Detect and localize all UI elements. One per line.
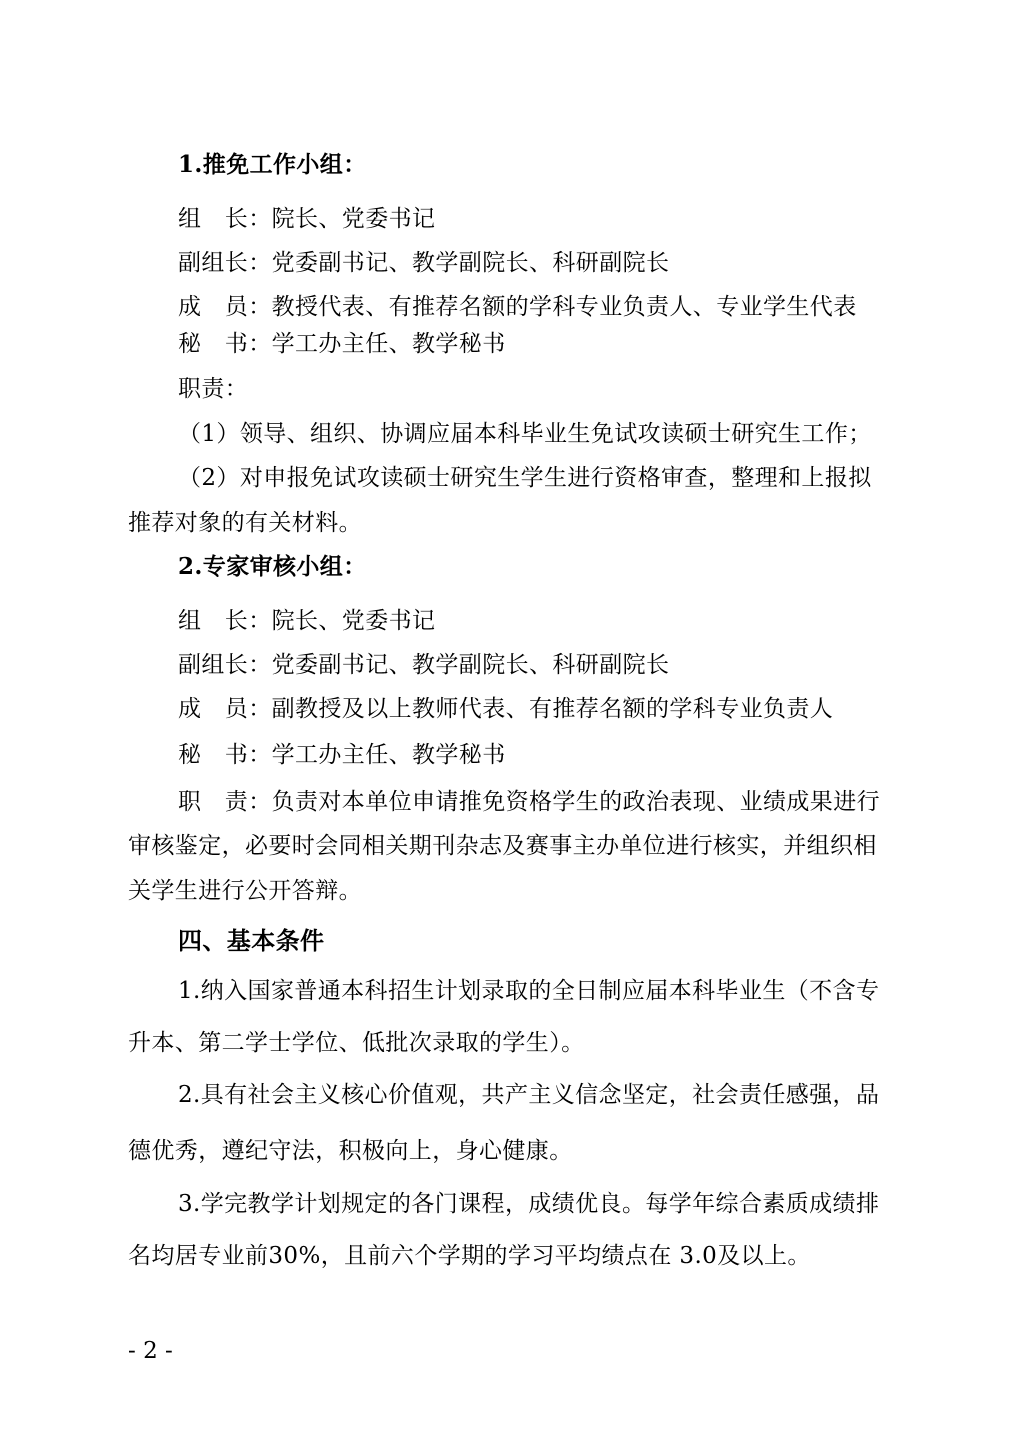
section1-leader: 组 长：院长、党委书记 bbox=[178, 206, 436, 232]
condition-1-line2: 升本、第二学士学位、低批次录取的学生）。 bbox=[128, 1030, 585, 1056]
condition-3-line2: 名均居专业前30%，且前六个学期的学习平均绩点在 3.0及以上。 bbox=[128, 1243, 811, 1269]
section2-secretary: 秘 书：学工办主任、教学秘书 bbox=[178, 742, 506, 768]
section2-duty-line1: 职 责：负责对本单位申请推免资格学生的政治表现、业绩成果进行 bbox=[178, 789, 880, 815]
section1-members: 成 员：教授代表、有推荐名额的学科专业负责人、专业学生代表 bbox=[178, 294, 857, 320]
page-number: - 2 - bbox=[128, 1338, 173, 1364]
condition-3-line1: 3.学完教学计划规定的各门课程，成绩优良。每学年综合素质成绩排 bbox=[178, 1191, 880, 1217]
section2-members: 成 员：副教授及以上教师代表、有推荐名额的学科专业负责人 bbox=[178, 696, 834, 722]
condition-1-line1: 1.纳入国家普通本科招生计划录取的全日制应届本科毕业生（不含专 bbox=[178, 978, 880, 1004]
section1-duty-2-line2: 推荐对象的有关材料。 bbox=[128, 510, 362, 536]
section1-secretary: 秘 书：学工办主任、教学秘书 bbox=[178, 331, 506, 357]
section2-leader: 组 长：院长、党委书记 bbox=[178, 608, 436, 634]
section2-duty-line3: 关学生进行公开答辩。 bbox=[128, 878, 362, 904]
condition-2-line1: 2.具有社会主义核心价值观，共产主义信念坚定，社会责任感强，品 bbox=[178, 1082, 880, 1108]
section2-duty-line2: 审核鉴定，必要时会同相关期刊杂志及赛事主办单位进行核实，并组织相 bbox=[128, 833, 877, 859]
section2-deputy-leader: 副组长：党委副书记、教学副院长、科研副院长 bbox=[178, 652, 670, 678]
section1-duties-label: 职责： bbox=[178, 376, 249, 402]
section1-deputy-leader: 副组长：党委副书记、教学副院长、科研副院长 bbox=[178, 250, 670, 276]
section1-duty-2-line1: （2）对申报免试攻读硕士研究生学生进行资格审查，整理和上报拟 bbox=[178, 465, 872, 491]
section1-title: 1.推免工作小组： bbox=[178, 151, 367, 178]
section2-title: 2.专家审核小组： bbox=[178, 553, 367, 580]
condition-2-line2: 德优秀，遵纪守法，积极向上，身心健康。 bbox=[128, 1138, 573, 1164]
section4-heading: 四、基本条件 bbox=[178, 927, 325, 955]
section1-duty-1: （1）领导、组织、协调应届本科毕业生免试攻读硕士研究生工作； bbox=[178, 421, 872, 447]
